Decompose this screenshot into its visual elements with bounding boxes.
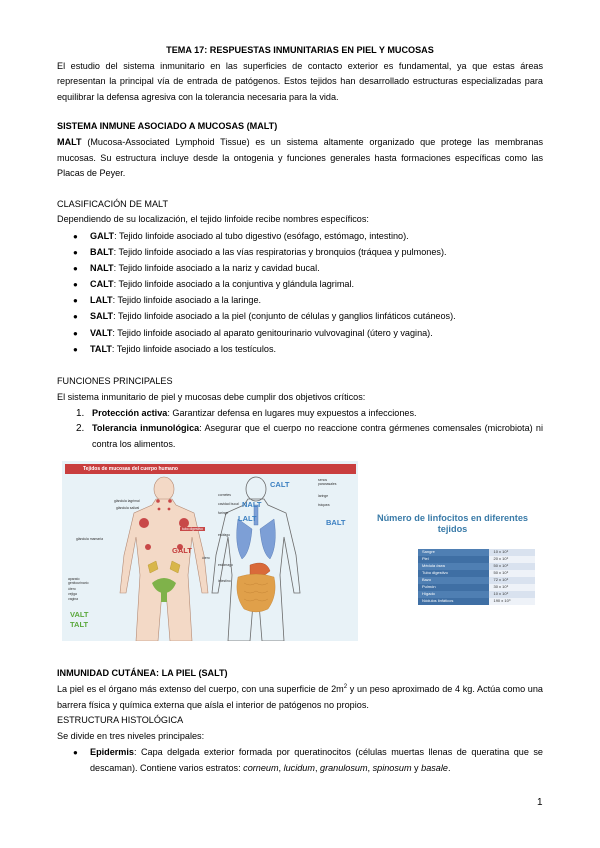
diagram-label: intestino [218,579,231,583]
list-item: ● SALT: Tejido linfoide asociado a la piel (conjunto de células y ganglios linfáticos cutáneos). [73,309,543,325]
document-title: TEMA 17: RESPUESTAS INMUNITARIAS EN PIEL Y MUCOSAS [166,45,434,55]
diagram-label: glándula salival [116,506,140,510]
funciones-list [57,406,543,453]
mucosa-figure [62,461,539,641]
table-row: Tubo digestivo 50 x 10⁹ [418,570,535,577]
body-illustration [62,475,358,641]
piel-heading: INMUNIDAD CUTÁNEA: LA PIEL (SALT) [57,668,228,679]
page-number: 1 [537,797,543,808]
diagram-label: cavidad bucal [218,502,239,506]
diagram-label: estómago [218,563,233,567]
body-diagram [62,461,358,641]
table-row: Sangre 10 x 10⁹ [418,549,535,556]
diagram-label: vagina [68,597,78,601]
table-row: Médula ósea 50 x 10⁹ [418,563,535,570]
lymphocyte-table-figure [366,513,539,641]
diagram-label: tubo digestivo [182,527,203,531]
diagram-label: faringe [218,511,229,515]
diagram-label: vejiga [68,592,77,596]
list-item: ● TALT: Tejido linfoide asociado a los testículos. [73,342,543,358]
list-item: ● LALT: Tejido linfoide asociado a la laringe. [73,293,543,309]
table-row: Piel 20 x 10⁹ [418,556,535,563]
malt-definition: (Mucosa-Associated Lymphoid Tissue) es un sistema altamente organizado que protege las membranas mucosas. Su estructura incluye desde la ontogenia y funciones generales hasta formaciones específicas como las Placas de Peyer. [57,136,543,179]
clasificacion-heading: CLASIFICACIÓN DE MALT [57,198,168,209]
clasificacion-lead: Dependiendo de su localización, el tejido linfoide recibe nombres específicos: [57,214,369,225]
skin-layers-list [57,745,543,776]
diagram-label: tráquea [318,503,330,507]
calt-label: CALT [270,480,290,489]
diagram-label: cornetes [218,493,232,497]
list-item: 1. Protección activa: Garantizar defensa en lugares muy expuestos a infecciones. [76,407,417,419]
malt-types-list [57,229,543,358]
diagram-label: glándula lagrimal [114,499,140,503]
diagram-label: glándula mamaria [76,537,103,541]
funciones-heading: FUNCIONES PRINCIPALES [57,376,173,387]
nalt-label: NALT [242,500,262,509]
estructura-heading: ESTRUCTURA HISTOLÓGICA [57,715,184,726]
list-item: ● Epidermis: Capa delgada exterior formada por queratinocitos (células muertas llenas de queratina que se descaman). Contiene varios estratos: corneum, lucidum, granulosum, spinosum y basale. [73,745,543,776]
page-content [57,43,543,776]
estructura-lead: Se divide en tres niveles principales: [57,730,205,741]
funciones-lead: El sistema inmunitario de piel y mucosas debe cumplir dos objetivos críticos: [57,392,366,403]
valt-label: VALT [70,610,89,619]
malt-term: MALT [57,136,82,147]
talt-label: TALT [70,620,89,629]
diagram-label: senos paranasales [318,478,337,486]
malt-paragraph [57,135,543,182]
lalt-label: LALT [238,514,257,523]
table-row: Nódulos linfáticos 190 x 10⁹ [418,598,535,605]
intro-paragraph: El estudio del sistema inmunitario en las superficies de contacto exterior es fundamental, ya que estas áreas representan la principal vía de entrada de patógenos. Estos tejidos han desarrollado estructuras especializadas para equilibrar la defensa agresiva con la tolerancia necesaria para la vida. [57,60,543,102]
list-item: ● GALT: Tejido linfoide asociado al tubo digestivo (esófago, estómago, intestino). [73,229,543,245]
diagram-label: útero [202,556,210,560]
table-row: Bazo 72 x 10⁹ [418,577,535,584]
list-item: ● VALT: Tejido linfoide asociado al aparato genitourinario vulvovaginal (útero y vagina). [73,326,543,342]
list-item: ● CALT: Tejido linfoide asociado a la conjuntiva y glándula lagrimal. [73,277,543,293]
table-title: Número de linfocitos en diferentes tejidos [376,513,529,534]
diagram-label: útero [68,587,76,591]
diagram-label: esófago [218,533,231,537]
diagram-header: Tejidos de mucosas del cuerpo humano [65,464,356,474]
balt-label: BALT [326,518,346,527]
galt-label: GALT [172,546,192,555]
diagram-label: laringe [318,494,329,498]
table-row: Pulmón 30 x 10⁹ [418,584,535,591]
list-item: 2. Tolerancia inmunológica: Asegurar que el cuerpo no reaccione contra gérmenes comensales (microbiota) ni contra los alimentos. [76,423,544,449]
diagram-label: aparato genitourinario [68,577,89,585]
lymphocyte-table [418,549,535,605]
table-row: Hígado 10 x 10⁹ [418,591,535,598]
list-item: ● NALT: Tejido linfoide asociado a la nariz y cavidad bucal. [73,261,543,277]
piel-paragraph: La piel es el órgano más extenso del cuerpo, con una superficie de $2m^2$ y un peso aproximado de 4 kg. Actúa como una barrera física y química externa que aísla el interior de patógenos no propios. [57,683,543,710]
list-item: ● BALT: Tejido linfoide asociado a las vías respiratorias y bronquios (tráquea y pulmones). [73,245,543,261]
malt-heading: SISTEMA INMUNE ASOCIADO A MUCOSAS (MALT) [57,121,278,132]
